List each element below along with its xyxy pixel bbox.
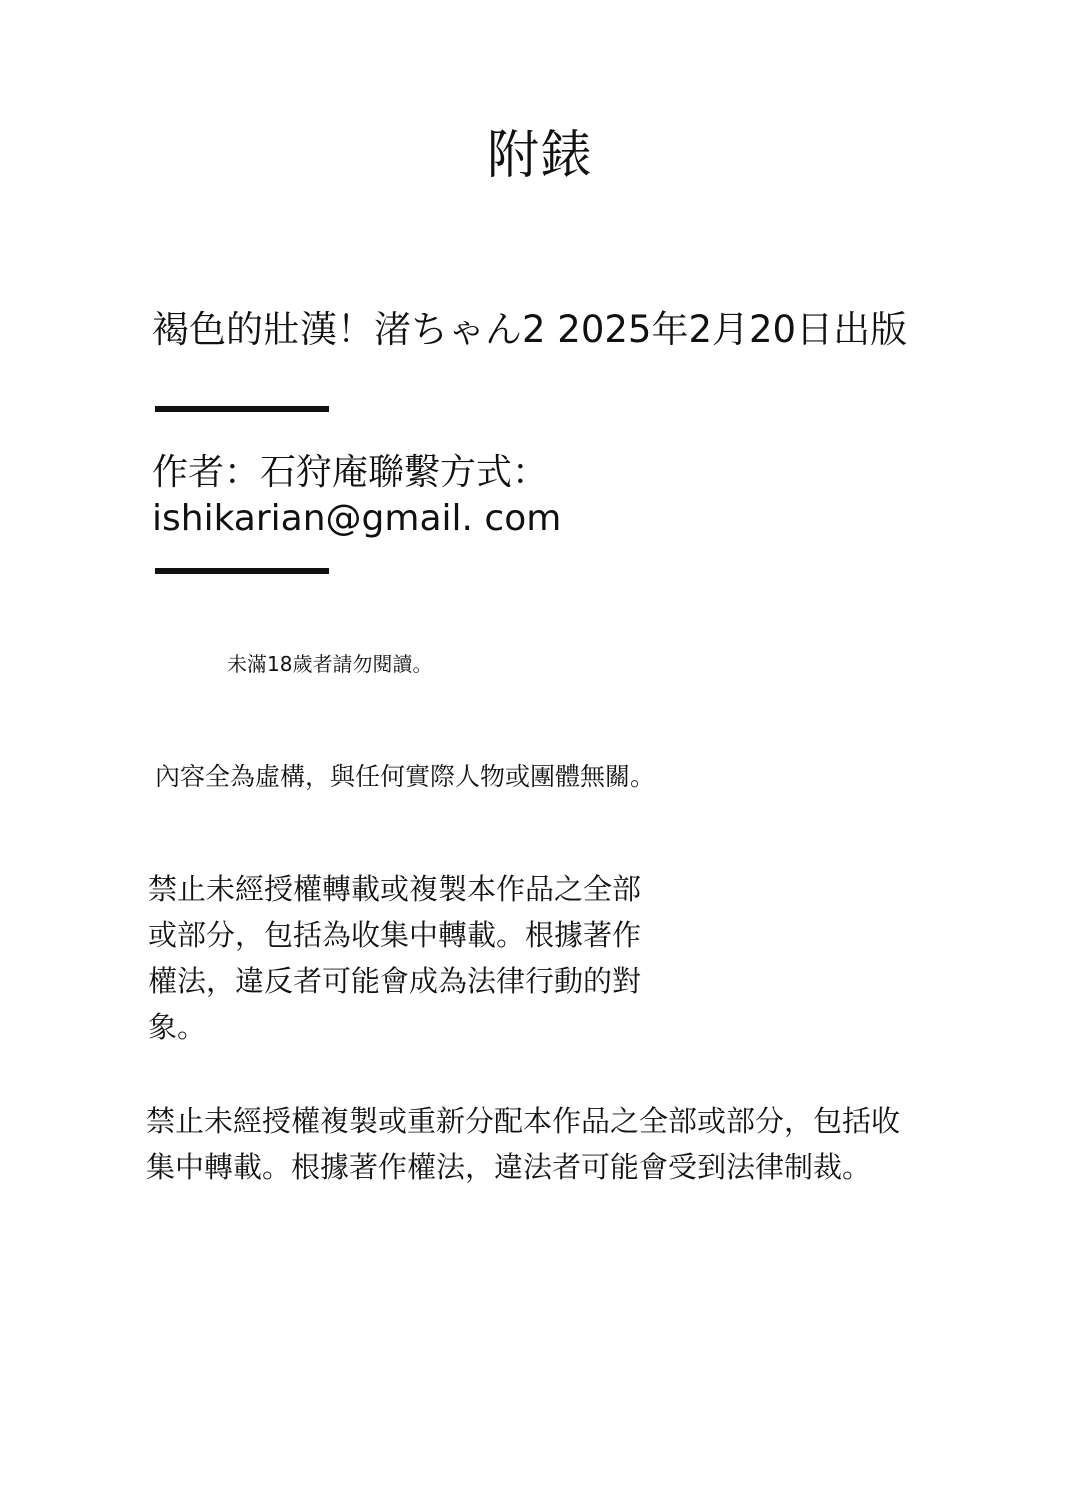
divider-bottom [155,568,329,574]
copyright-2-line: 集中轉載。根據著作權法，違法者可能會受到法律制裁。 [146,1150,872,1184]
copyright-2-line: 禁止未經授權複製或重新分配本作品之全部或部分，包括收 [146,1104,901,1138]
copyright-1-line: 象。 [148,1010,207,1044]
copyright-1-line: 權法，違反者可能會成為法律行動的對 [148,964,642,998]
publication-info: 褐色的壯漢！渚ちゃん2 2025年2月20日出版 [152,308,908,351]
copyright-notice-2 [146,1098,900,1190]
copyright-notice-1 [148,866,641,1050]
author-email: ishikarian@gmail. com [152,498,562,539]
author-contact [152,450,561,542]
page-title: 附錶 [486,126,593,186]
author-line: 作者：石狩庵聯繫方式： [152,452,549,493]
copyright-1-line: 或部分，包括為收集中轉載。根據著作 [148,918,642,952]
fiction-disclaimer: 內容全為虛構，與任何實際人物或團體無關。 [155,762,656,791]
divider-top [155,406,329,412]
copyright-1-line: 禁止未經授權轉載或複製本作品之全部 [148,872,642,906]
age-restriction-notice: 未滿18歲者請勿閱讀。 [227,652,433,676]
